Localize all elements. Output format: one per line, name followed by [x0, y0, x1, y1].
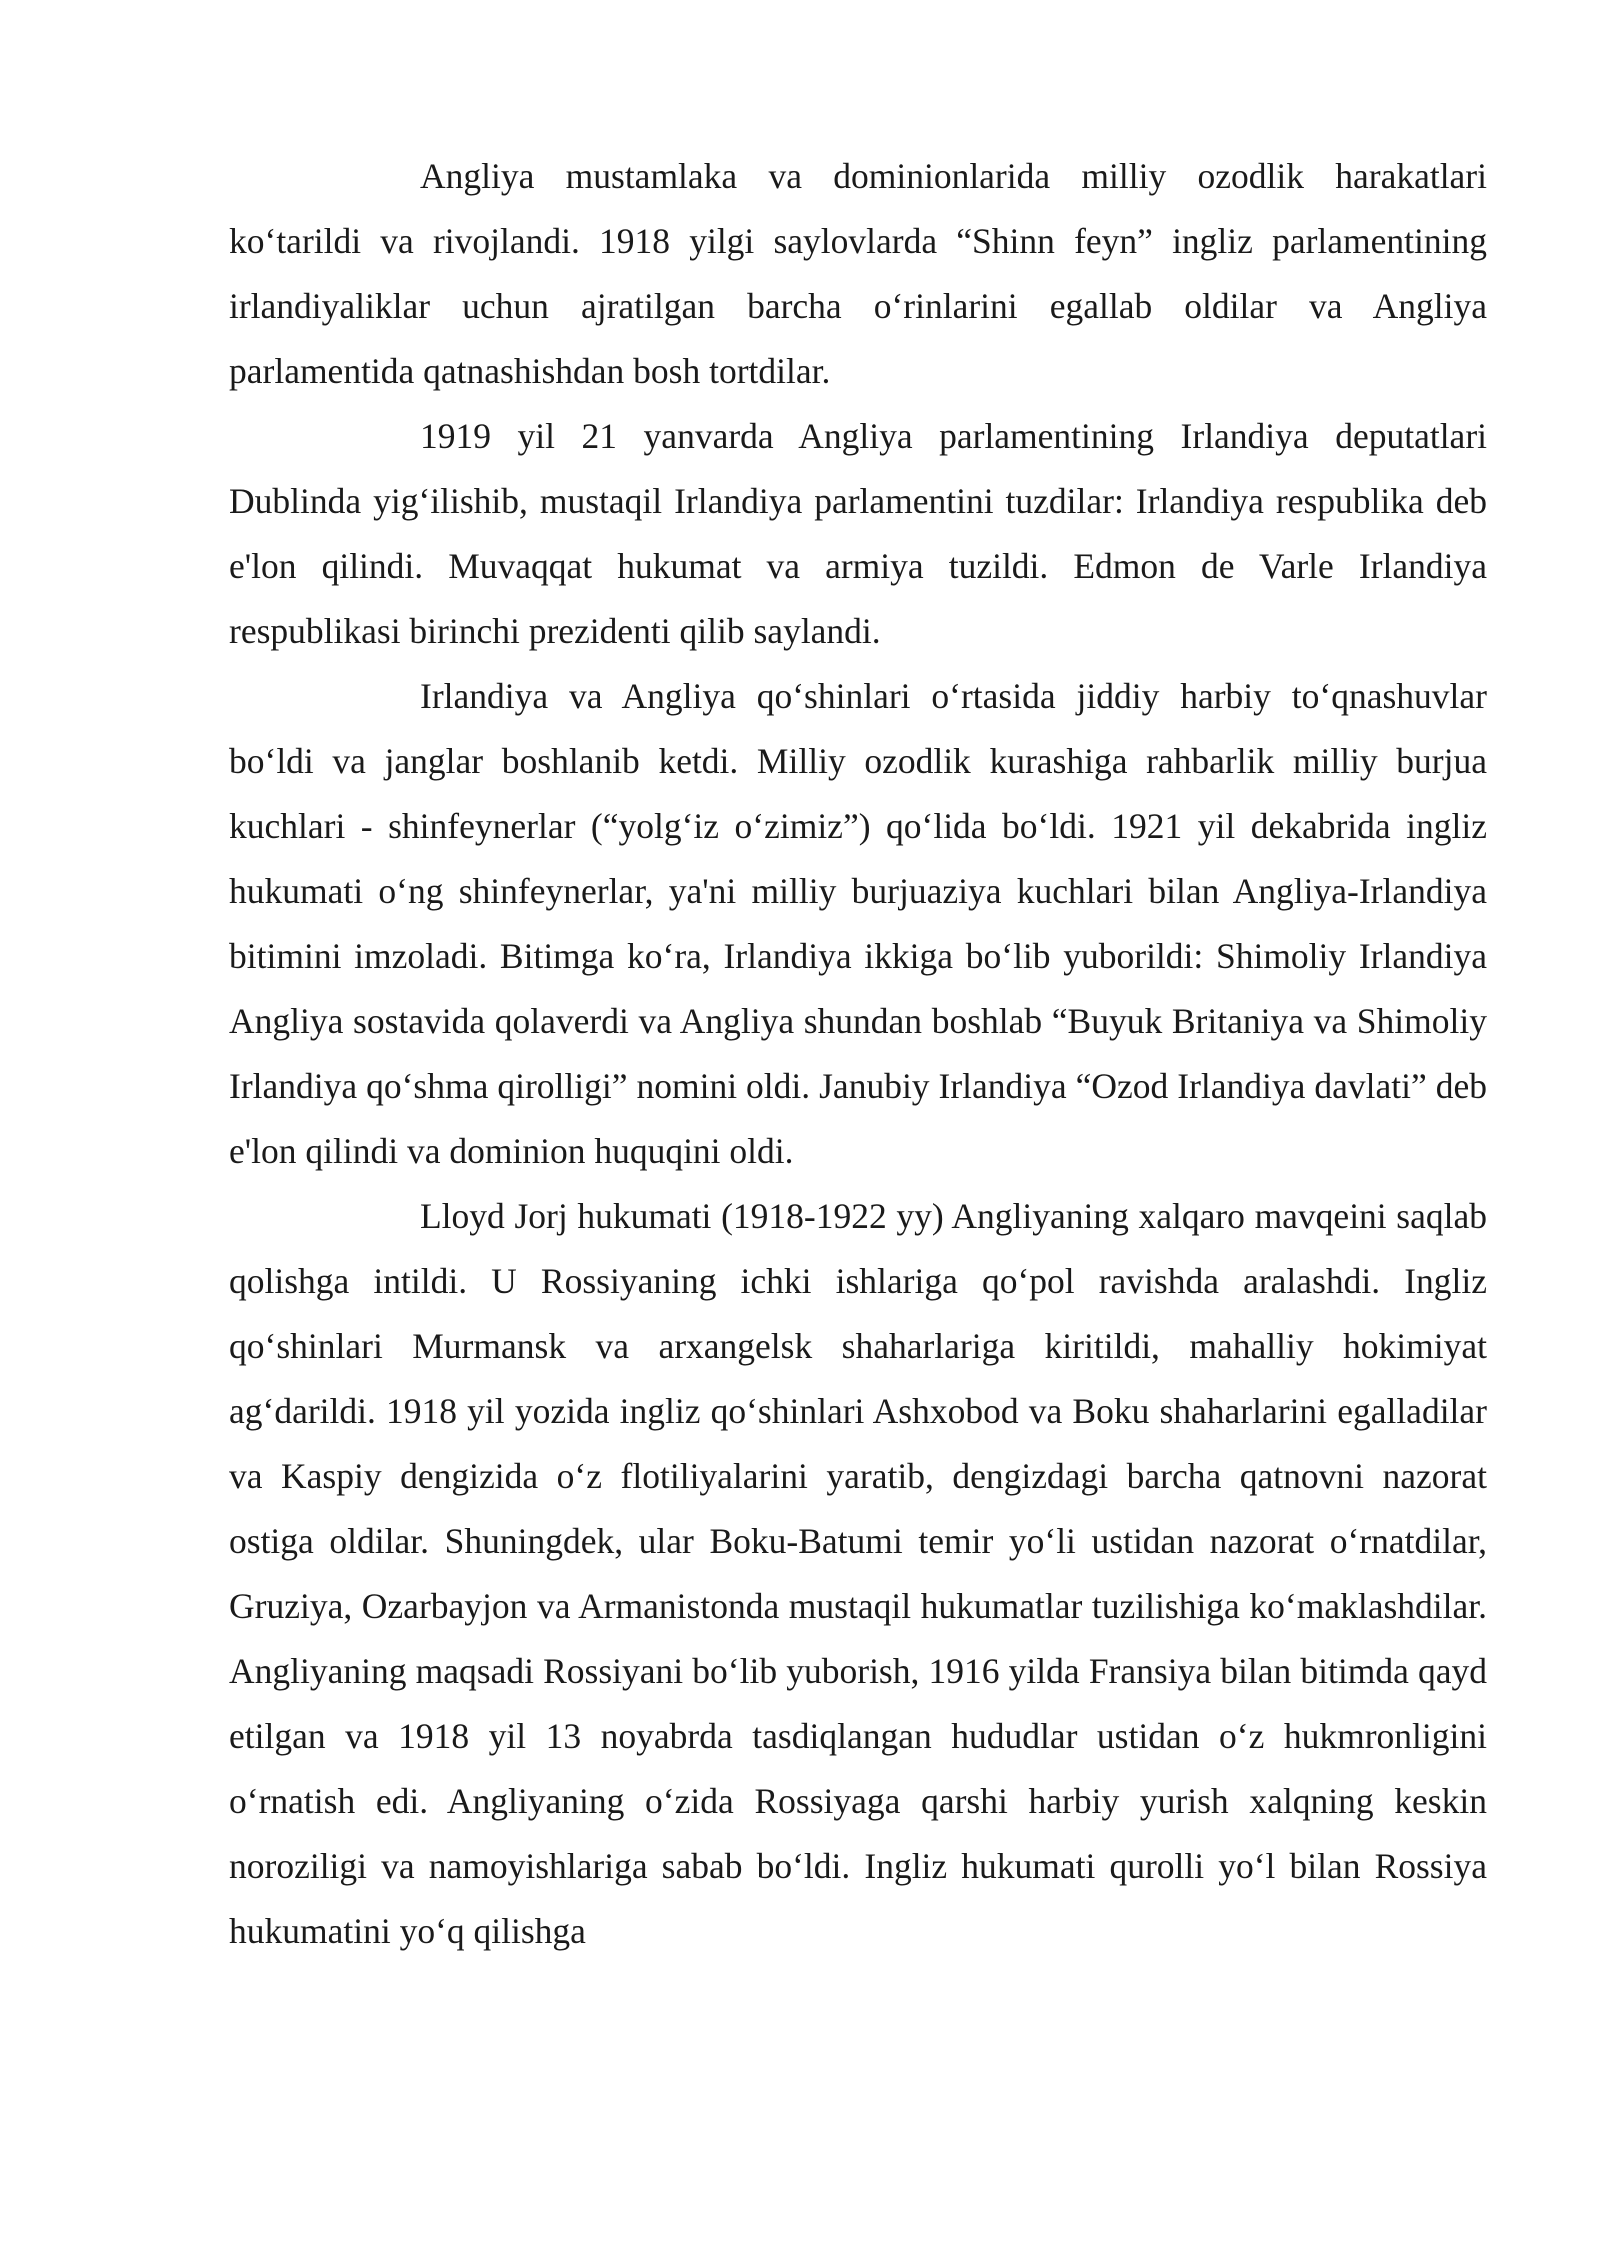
paragraph-1: Angliya mustamlaka va dominionlarida milliy ozodlik harakatlari ko‘tarildi va rivojlandi. 1918 yilgi saylovlarda “Shinn feyn” ingliz parlamentining irlandiyaliklar uchun ajratilgan barcha o‘rinlarini egallab oldilar va Angliya parlamentida qatnashishdan bosh tortdilar.	[229, 156, 1487, 391]
paragraph-4: Lloyd Jorj hukumati (1918-1922 yy) Angliyaning xalqaro mavqeini saqlab qolishga intildi. U Rossiyaning ichki ishlariga qo‘pol ravishda aralashdi. Ingliz qo‘shinlari Murmansk va arxangelsk shaharlariga kiritildi, mahalliy hokimiyat ag‘darildi. 1918 yil yozida ingliz qo‘shinlari Ashxobod va Boku shaharlarini egalladilar va Kaspiy dengizida o‘z flotiliyalarini yaratib, dengizdagi barcha qatnovni nazorat ostiga oldilar. Shuningdek, ular Boku-Batumi temir yo‘li ustidan nazorat o‘rnatdilar, Gruziya, Ozarbayjon va Armanistonda mustaqil hukumatlar tuzilishiga ko‘maklashdilar. Angliyaning maqsadi Rossiyani bo‘lib yuborish, 1916 yilda Fransiya bilan bitimda qayd etilgan va 1918 yil 13 noyabrda tasdiqlangan hududlar ustidan o‘z hukmronligini o‘rnatish edi. Angliyaning o‘zida Rossiyaga qarshi harbiy yurish xalqning keskin noroziligi va namoyishlariga sabab bo‘ldi. Ingliz hukumati qurolli yo‘l bilan Rossiya hukumatini yo‘q qilishga	[229, 1196, 1487, 1951]
document-body	[229, 144, 1487, 1964]
paragraph-2: 1919 yil 21 yanvarda Angliya parlamentining Irlandiya deputatlari Dublinda yig‘ilishib, mustaqil Irlandiya parlamentini tuzdilar: Irlandiya respublika deb e'lon qilindi. Muvaqqat hukumat va armiya tuzildi. Edmon de Varle Irlandiya respublikasi birinchi prezidenti qilib saylandi.	[229, 416, 1487, 651]
paragraph-3: Irlandiya va Angliya qo‘shinlari o‘rtasida jiddiy harbiy to‘qnashuvlar bo‘ldi va janglar boshlanib ketdi. Milliy ozodlik kurashiga rahbarlik milliy burjua kuchlari - shinfeynerlar (“yolg‘iz o‘zimiz”) qo‘lida bo‘ldi. 1921 yil dekabrida ingliz hukumati o‘ng shinfeynerlar, ya'ni milliy burjuaziya kuchlari bilan Angliya-Irlandiya bitimini imzoladi. Bitimga ko‘ra, Irlandiya ikkiga bo‘lib yuborildi: Shimoliy Irlandiya Angliya sostavida qolaverdi va Angliya shundan boshlab “Buyuk Britaniya va Shimoliy Irlandiya qo‘shma qirolligi” nomini oldi. Janubiy Irlandiya “Ozod Irlandiya davlati” deb e'lon qilindi va dominion huquqini oldi.	[229, 676, 1487, 1171]
